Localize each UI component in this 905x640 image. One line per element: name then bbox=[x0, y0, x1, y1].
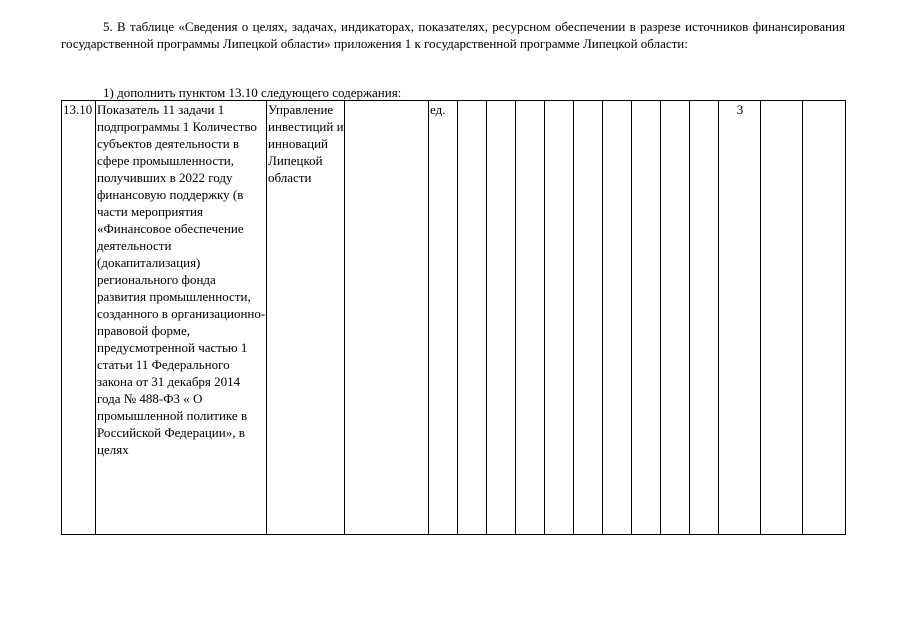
table-row bbox=[62, 101, 846, 535]
value-cell bbox=[458, 101, 487, 535]
sub-item-text: 1) дополнить пунктом 13.10 следующего содержания: bbox=[103, 85, 402, 100]
value-cell bbox=[545, 101, 574, 535]
value-cell bbox=[803, 101, 846, 535]
value-cell bbox=[516, 101, 545, 535]
value-cell bbox=[761, 101, 803, 535]
value-cell bbox=[632, 101, 661, 535]
intro-paragraph: 5. В таблице «Сведения о целях, задачах, индикаторах, показателях, ресурсном обеспечении в разрезе источников финансирования государственной программы Липецкой области» приложения 1 к государственной программе Липецкой области: bbox=[61, 19, 845, 51]
indicators-table bbox=[61, 100, 846, 535]
executor-cell: Управление инвестиций и инноваций Липецкой области bbox=[267, 101, 345, 535]
unit-cell: ед. bbox=[429, 101, 458, 535]
value-cell bbox=[574, 101, 603, 535]
value-cell bbox=[690, 101, 719, 535]
value-cell bbox=[603, 101, 632, 535]
value-cell bbox=[487, 101, 516, 535]
source-cell bbox=[345, 101, 429, 535]
value-cell bbox=[661, 101, 690, 535]
value-cell: 3 bbox=[719, 101, 761, 535]
indicator-cell: Показатель 11 задачи 1 подпрограммы 1 Количество субъектов деятельности в сфере промышленности, получивших в 2022 году финансовую поддержку (в части мероприятия «Финансовое обеспечение деятельности (докапитализация) регионального фонда развития промышленности, созданного в организационно-правовой форме, предусмотренной частью 1 статьи 11 Федерального закона от 31 декабря 2014 года № 488-ФЗ « О промышленной политике в Российской Федерации», в целях bbox=[96, 101, 267, 535]
row-number-cell: 13.10 bbox=[62, 101, 96, 535]
